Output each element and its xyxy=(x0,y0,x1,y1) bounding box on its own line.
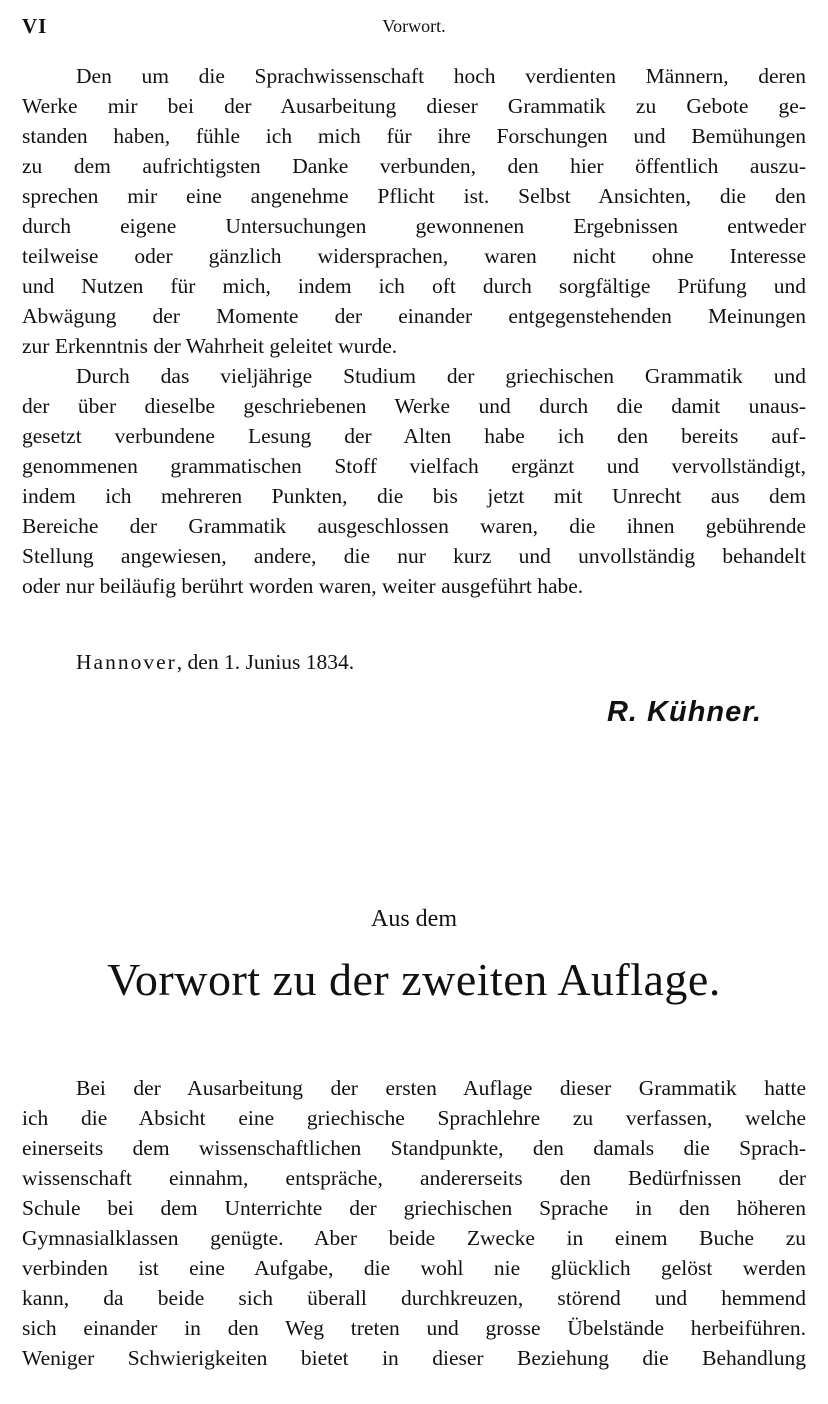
running-head xyxy=(22,14,806,42)
text-line: zur Erkenntnis der Wahrheit geleitet wurde. xyxy=(22,334,398,358)
running-title: Vorwort. xyxy=(382,16,446,36)
text-line: Schule bei dem Unterrichte der griechischen Sprache in den höheren xyxy=(22,1196,806,1220)
text-line: Abwägung der Momente der einander entgegenstehenden Meinungen xyxy=(22,304,806,328)
text-line: sich einander in den Weg treten und grosse Übelstände herbeiführen. xyxy=(22,1316,806,1340)
text-line: durch eigene Untersuchungen gewonnenen Ergebnissen entweder xyxy=(22,214,806,238)
text-line: der über dieselbe geschriebenen Werke und durch die damit unaus- xyxy=(22,394,806,418)
text-line: Durch das vieljährige Studium der griechischen Grammatik und xyxy=(76,364,806,388)
text-line: ich die Absicht eine griechische Sprachlehre zu verfassen, welche xyxy=(22,1106,806,1130)
text-line: wissenschaft einnahm, entspräche, andererseits den Bedürfnissen der xyxy=(22,1166,806,1190)
text-line: Bereiche der Grammatik ausgeschlossen waren, die ihnen gebührende xyxy=(22,514,806,538)
text-line: genommenen grammatischen Stoff vielfach ergänzt und vervollständigt, xyxy=(22,454,806,478)
text-line: teilweise oder gänzlich widersprachen, waren nicht ohne Interesse xyxy=(22,244,806,268)
page-number: VI xyxy=(22,14,48,38)
section-heading: Vorwort zu der zweiten Auflage. xyxy=(107,954,721,1005)
date-text: , den 1. Junius 1834. xyxy=(176,650,355,674)
text-line: Bei der Ausarbeitung der ersten Auflage dieser Grammatik hatte xyxy=(76,1076,806,1100)
text-line: einerseits dem wissenschaftlichen Standpunkte, den damals die Sprach- xyxy=(22,1136,806,1160)
text-line: indem ich mehreren Punkten, die bis jetzt mit Unrecht aus dem xyxy=(22,484,806,508)
text-line: Den um die Sprachwissenschaft hoch verdienten Männern, deren xyxy=(76,64,806,88)
text-line: gesetzt verbundene Lesung der Alten habe ich den bereits auf- xyxy=(22,424,806,448)
text-line: Stellung angewiesen, andere, die nur kurz und unvollständig behandelt xyxy=(22,544,806,568)
text-line: und Nutzen für mich, indem ich oft durch sorgfältige Prüfung und xyxy=(22,274,806,298)
text-line: Werke mir bei der Ausarbeitung dieser Grammatik zu Gebote ge- xyxy=(22,94,806,118)
section-kicker: Aus dem xyxy=(371,906,457,932)
text-line: zu dem aufrichtigsten Danke verbunden, den hier öffentlich auszu- xyxy=(22,154,806,178)
place-date xyxy=(76,647,576,677)
place-name: Hannover xyxy=(76,650,177,674)
author-signature: R. Kühner. xyxy=(606,696,762,728)
text-line: kann, da beide sich überall durchkreuzen, störend und hemmend xyxy=(22,1286,806,1310)
text-line: standen haben, fühle ich mich für ihre Forschungen und Bemühungen xyxy=(22,124,806,148)
text-line: Weniger Schwierigkeiten bietet in dieser Beziehung die Behandlung xyxy=(22,1346,806,1370)
text-line: Gymnasialklassen genügte. Aber beide Zwecke in einem Buche zu xyxy=(22,1226,806,1250)
text-line: oder nur beiläufig berührt worden waren, weiter ausgeführt habe. xyxy=(22,574,584,598)
text-line: verbinden ist eine Aufgabe, die wohl nie glücklich gelöst werden xyxy=(22,1256,806,1280)
text-line: sprechen mir eine angenehme Pflicht ist. Selbst Ansichten, die den xyxy=(22,184,806,208)
